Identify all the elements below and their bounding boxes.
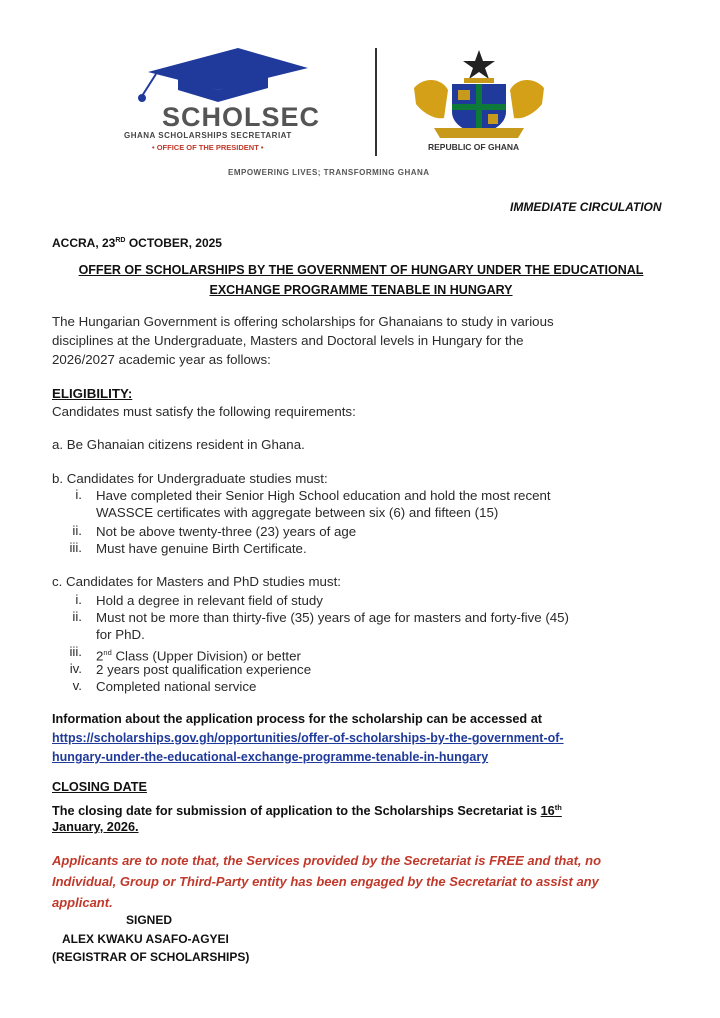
list-item: Must have genuine Birth Certificate. <box>96 541 307 556</box>
list-item: Completed national service <box>96 679 257 694</box>
signatory-role: (REGISTRAR OF SCHOLARSHIPS) <box>52 950 250 964</box>
list-number: v. <box>72 678 82 693</box>
application-info: Information about the application process for the scholarship can be accessed at <box>52 712 542 726</box>
eligibility-lead: Candidates must satisfy the following requirements: <box>52 404 356 419</box>
logo-name: SCHOLSEC <box>162 102 321 132</box>
closing-date-heading: CLOSING DATE <box>52 780 147 794</box>
closing-date-value: January, 2026. <box>52 820 139 834</box>
eligibility-heading: ELIGIBILITY: <box>52 386 133 401</box>
eligibility-b-heading: b. Candidates for Undergraduate studies must: <box>52 471 328 486</box>
application-link[interactable]: https://scholarships.gov.gh/opportunities/offer-of-scholarships-by-the-government-of- hungary-under-the-educational-exchange-programme-tenable-in-hungary <box>52 731 564 764</box>
list-number: iv. <box>69 661 82 676</box>
list-number: i. <box>75 487 82 502</box>
date-line: ACCRA, 23RD OCTOBER, 2025 <box>52 236 222 250</box>
list-number: ii. <box>72 609 82 624</box>
graduation-cap-icon <box>118 44 368 104</box>
list-item: Hold a degree in relevant field of study <box>96 593 323 608</box>
intro-paragraph: The Hungarian Government is offering scholarships for Ghanaians to study in various disciplines at the Undergraduate, Masters and Doctoral levels in Hungary for the 2026/2027 academic year as follows: <box>52 314 554 367</box>
logo-subtitle: GHANA SCHOLARSHIPS SECRETARIAT <box>124 131 292 140</box>
eligibility-a: a. Be Ghanaian citizens resident in Ghana. <box>52 437 305 452</box>
eligibility-c-heading: c. Candidates for Masters and PhD studies must: <box>52 574 341 589</box>
list-number: ii. <box>72 523 82 538</box>
header-divider <box>375 48 377 156</box>
list-item: Must not be more than thirty-five (35) years of age for masters and forty-five (45) for PhD. <box>96 610 569 642</box>
list-number: i. <box>75 592 82 607</box>
list-item: 2 years post qualification experience <box>96 662 312 677</box>
list-number: iii. <box>69 644 82 659</box>
republic-label: REPUBLIC OF GHANA <box>428 142 520 152</box>
tagline: EMPOWERING LIVES; TRANSFORMING GHANA <box>228 168 430 177</box>
signed-label: SIGNED <box>126 913 173 927</box>
document-title: OFFER OF SCHOLARSHIPS BY THE GOVERNMENT OF HUNGARY UNDER THE EDUCATIONAL EXCHANGE PROGRAMME TENABLE IN HUNGARY <box>78 263 644 297</box>
scholsec-logo <box>118 44 368 164</box>
signatory-name: ALEX KWAKU ASAFO-AGYEI <box>62 932 229 946</box>
closing-date-text: The closing date for submission of application to the Scholarships Secretariat is 16th <box>52 803 562 819</box>
list-item: Not be above twenty-three (23) years of age <box>96 524 357 539</box>
list-number: iii. <box>69 540 82 555</box>
logo-office: • OFFICE OF THE PRESIDENT • <box>152 143 264 152</box>
coat-of-arms-icon <box>404 48 554 140</box>
free-service-notice: Applicants are to note that, the Services provided by the Secretariat is FREE and that, no Individual, Group or Third-Party entity has been engaged by the Secretariat to assist any applicant. <box>52 853 602 910</box>
circulation-label: IMMEDIATE CIRCULATION <box>510 200 662 214</box>
list-item: Have completed their Senior High School education and hold the most recent WASSCE certificates with aggregate between six (6) and fifteen (15) <box>96 488 551 520</box>
list-item: 2nd Class (Upper Division) or better <box>96 648 301 664</box>
